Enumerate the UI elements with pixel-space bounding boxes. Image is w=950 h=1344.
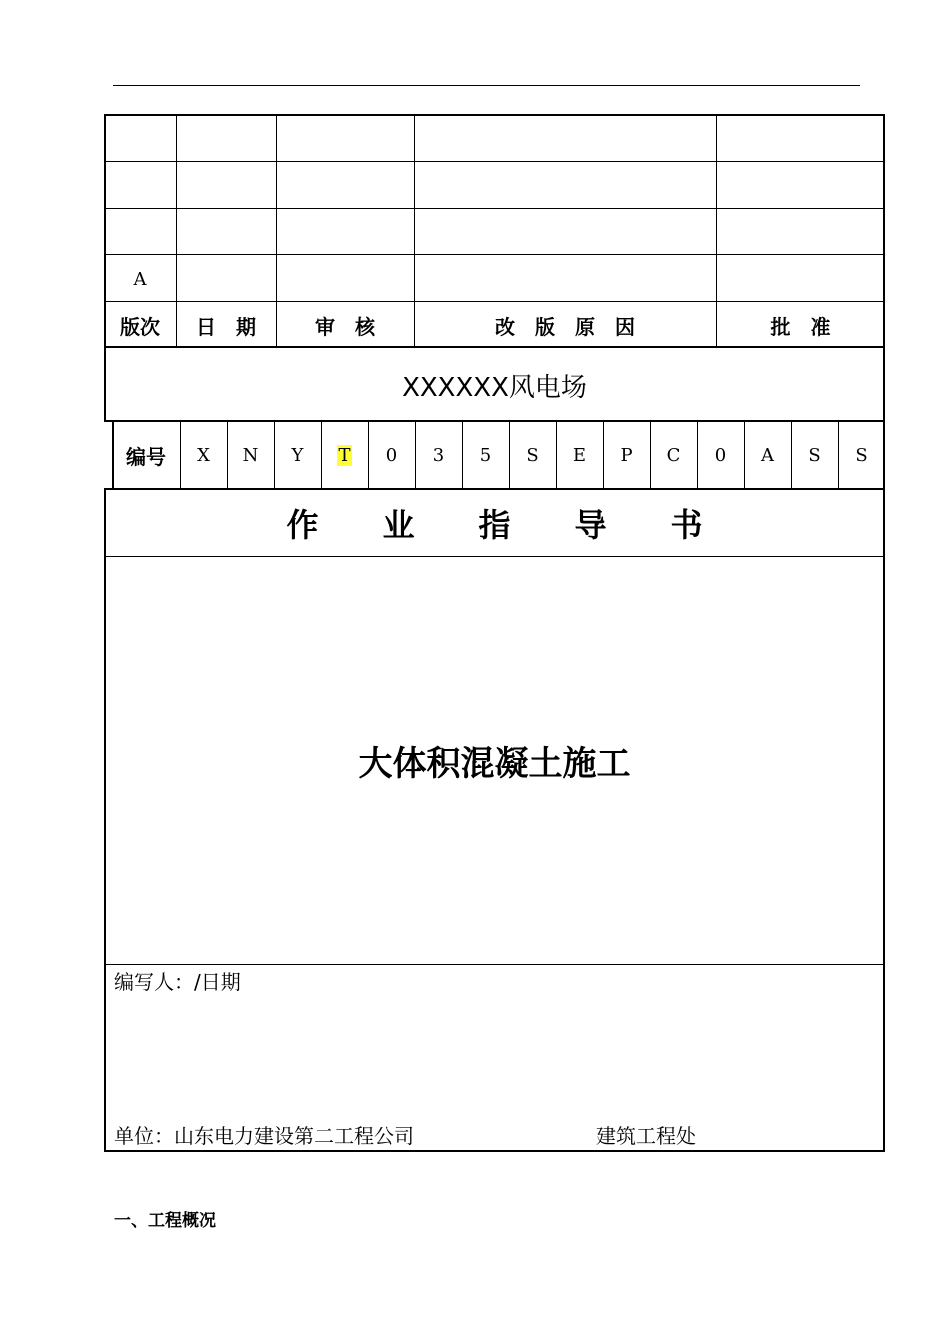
- code-char-text: N: [242, 444, 259, 466]
- code-char: [603, 420, 650, 490]
- code-char: [227, 420, 274, 490]
- code-char: [650, 420, 697, 490]
- author-line: 编写人：/日期: [114, 970, 241, 994]
- code-char-text: S: [855, 444, 868, 466]
- code-char-text: Y: [291, 444, 304, 466]
- code-char-text: X: [197, 444, 210, 466]
- code-char-text: E: [572, 444, 587, 466]
- header-date: 日 期: [196, 314, 256, 339]
- code-char-text: T: [338, 444, 351, 466]
- header-version: 版次: [120, 314, 160, 339]
- code-char-text: 0: [714, 444, 727, 466]
- code-char-text: S: [526, 444, 539, 466]
- code-char-text: P: [620, 444, 633, 466]
- code-char: [274, 420, 321, 490]
- header-approve: 批 准: [770, 314, 831, 339]
- code-char: [697, 420, 744, 490]
- doc-type: 作 业 指 导 书: [286, 506, 703, 544]
- unit-line: 单位：山东电力建设第二工程公司: [114, 1124, 414, 1148]
- header-rule: [113, 85, 860, 86]
- revision-version-a: A: [133, 268, 147, 290]
- department: 建筑工程处: [596, 1124, 696, 1148]
- code-char-text: S: [808, 444, 821, 466]
- code-char: [556, 420, 603, 490]
- code-char: [321, 420, 368, 490]
- project-name: XXXXXX风电场: [402, 372, 587, 403]
- code-char: [509, 420, 556, 490]
- header-reason: 改 版 原 因: [495, 314, 635, 339]
- code-char: [415, 420, 462, 490]
- code-char: [791, 420, 838, 490]
- code-char: [368, 420, 415, 490]
- code-char-text: A: [761, 444, 774, 466]
- code-label: 编号: [126, 444, 166, 469]
- code-char-text: 0: [385, 444, 398, 466]
- doc-title: 大体积混凝土施工: [358, 743, 631, 784]
- section-heading: 一、工程概况: [114, 1211, 216, 1231]
- header-review: 审 核: [315, 314, 375, 339]
- code-char-text: 3: [432, 444, 445, 466]
- code-char-text: C: [666, 444, 681, 466]
- code-char: [838, 420, 885, 490]
- title-block: [104, 488, 885, 1152]
- code-char: [180, 420, 227, 490]
- code-char: [744, 420, 791, 490]
- code-char: [462, 420, 509, 490]
- code-char-text: 5: [479, 444, 492, 466]
